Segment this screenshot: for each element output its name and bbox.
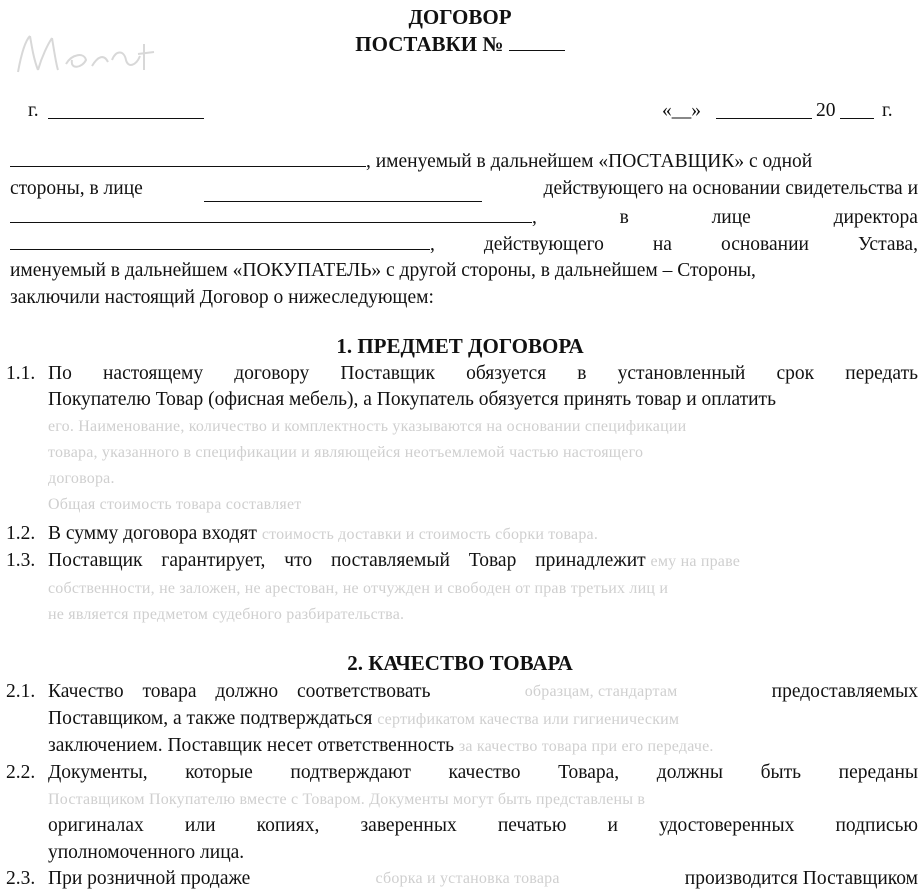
supplier-name-blank[interactable] [10,148,366,167]
clause-1-1-faded-1: его. Наименование, количество и комплектность указываются на основании спецификации [48,418,687,435]
year-prefix: 20 [816,100,836,121]
clause-1-1-faded-4: Общая стоимость товара составляет [48,496,302,513]
preamble-line-4: , действующего на основании Устава, [10,231,918,258]
clause-2-2-line-3: оригиналах или копиях, заверенных печатью и удостоверенных подписью [48,815,918,836]
city-prefix: г. [28,100,39,121]
clause-1-1-faded-3: договора. [48,470,115,487]
clause-1-1-line-1: 1.1. По настоящему договору Поставщик обязуется в установленный срок передать [6,363,918,384]
day-field[interactable]: «__» [662,100,701,121]
clause-1-2: 1.2. В сумму договора входят стоимость доставки и стоимость сборки товара. [6,523,599,544]
clause-2-3-line-1: 2.3. При розничной продаже сборка и установка товара производится Поставщиком [6,868,918,889]
month-blank[interactable] [716,100,812,119]
clause-1-1-faded-2: товара, указанного в спецификации и являющейся неотъемлемой частью настоящего [48,444,644,461]
contract-number-blank[interactable] [509,32,565,51]
preamble-line-6: заключили настоящий Договор о нижеследующем: [10,287,434,308]
year-blank[interactable] [840,100,874,119]
preamble-line-3: , в лице директора [10,204,918,231]
clause-1-3-line-1: 1.3. Поставщик гарантирует, что поставляемый Товар принадлежит ему на праве [6,550,741,571]
clause-1-3-faded-1: собственности, не заложен, не арестован, не отчужден и свободен от прав третьих лиц и [48,580,669,597]
section-2-heading: 2. КАЧЕСТВО ТОВАРА [347,651,573,675]
section-1-heading: 1. ПРЕДМЕТ ДОГОВОРА [336,334,584,358]
clause-2-2-line-4: уполномоченного лица. [48,842,245,863]
city-blank[interactable] [48,100,204,119]
year-suffix: г. [882,100,893,121]
clause-1-3-faded-2: не является предметом судебного разбирательства. [48,606,405,623]
clause-2-1-line-2: Поставщиком, а также подтверждаться сертификатом качества или гигиеническим [48,708,680,729]
clause-2-2-line-1: 2.2. Документы, которые подтверждают качество Товара, должны быть переданы [6,762,918,783]
supplier-representative-blank[interactable] [204,183,482,202]
buyer-name-blank[interactable] [10,204,532,223]
title-line-1: ДОГОВОР [408,5,512,29]
preamble-line-1: , именуемый в дальнейшем «ПОСТАВЩИК» с одной [10,148,918,175]
preamble-line-2: стороны, в лице действующего на основании свидетельства и [10,176,918,202]
preamble-line-5: именуемый в дальнейшем «ПОКУПАТЕЛЬ» с другой стороны, в дальнейшем – Стороны, [10,260,756,281]
clause-2-1-line-1: 2.1. Качество товара должно соответствовать образцам, стандартам предоставляемых [6,681,918,702]
buyer-director-blank[interactable] [10,231,430,250]
clause-2-2-faded: Поставщиком Покупателю вместе с Товаром. Документы могут быть представлены в [48,791,646,808]
clause-1-1-line-2: Покупателю Товар (офисная мебель), а Покупатель обязуется принять товар и оплатить [48,389,776,410]
title-line-2: ПОСТАВКИ № [0,31,920,57]
clause-2-1-line-3: заключением. Поставщик несет ответственность за качество товара при его передаче. [48,735,714,756]
